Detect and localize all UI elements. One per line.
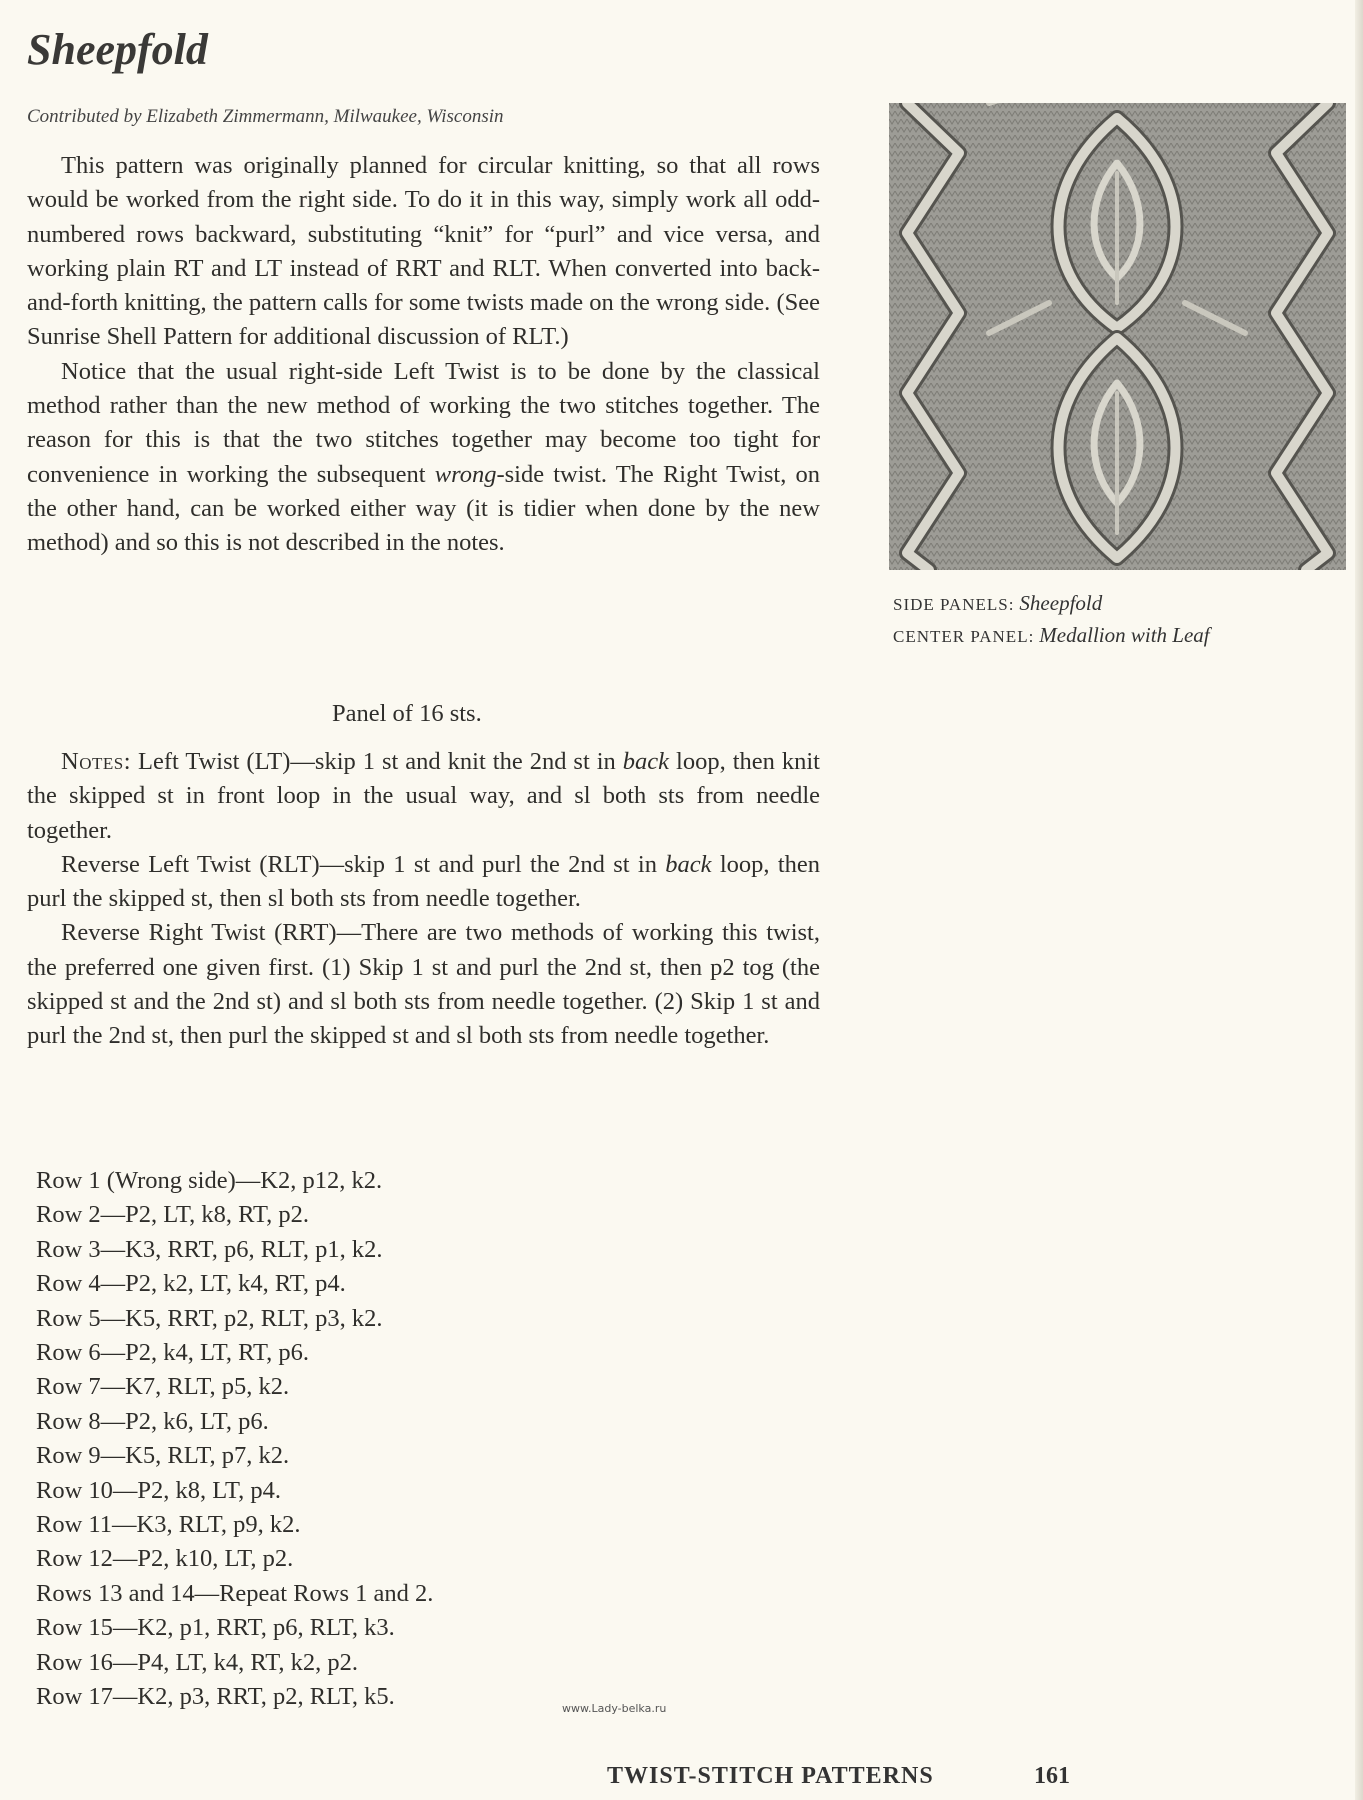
knitting-swatch-photo <box>889 103 1346 570</box>
notes-section <box>27 745 820 1054</box>
row-instruction: Row 9—K5, RLT, p7, k2. <box>36 1442 290 1470</box>
row-instruction: Row 5—K5, RRT, p2, RLT, p3, k2. <box>36 1304 383 1332</box>
intro-text <box>27 149 820 561</box>
intro-p2-text-a: Notice that the usual right-side Left Twist is to be done by the classical method rather than the new method of working the two stitches together. The reason for this is that the two stitches together may become too tight for convenience in working the subsequent <box>27 357 820 488</box>
notes-rrt: Reverse Right Twist (RRT)—There are two methods of working this twist, the preferred one given first. (1) Skip 1 st and purl the 2nd st, then p2 tog (the skipped st and the 2nd st) and sl both sts from needle together. (2) Skip 1 st and purl the 2nd st, then purl the skipped st and sl both sts from needle together. <box>27 919 820 1050</box>
row-instruction: Row 16—P4, LT, k4, RT, k2, p2. <box>36 1648 359 1676</box>
notes-label: Notes: <box>61 748 131 775</box>
notes-lt-text-b: loop, then knit the skipped st in front loop in the usual way, and sl both sts from needle together. <box>27 748 820 844</box>
row-instruction: Row 15—K2, p1, RRT, p6, RLT, k3. <box>36 1614 395 1642</box>
caption-side-panels <box>893 588 1210 620</box>
notes-lt <box>27 745 820 848</box>
row-instruction: Row 4—P2, k2, LT, k4, RT, p4. <box>36 1270 346 1298</box>
panel-size: Panel of 16 sts. <box>332 700 482 727</box>
notes-rlt <box>27 848 820 917</box>
photo-caption <box>893 588 1210 652</box>
row-instructions <box>36 1164 433 1715</box>
row-instruction: Row 1 (Wrong side)—K2, p12, k2. <box>36 1167 383 1194</box>
caption-center-value: Medallion with Leaf <box>1039 623 1210 647</box>
caption-center-label: CENTER PANEL: <box>893 627 1035 646</box>
row-instruction: Row 8—P2, k6, LT, p6. <box>36 1407 269 1435</box>
notes-lt-emphasis: back <box>622 748 670 775</box>
row-instruction: Row 7—K7, RLT, p5, k2. <box>36 1373 290 1401</box>
contributor-line: Contributed by Elizabeth Zimmermann, Milwaukee, Wisconsin <box>27 106 504 127</box>
row-instruction: Row 6—P2, k4, LT, RT, p6. <box>36 1339 310 1367</box>
notes-rlt-text-a: Reverse Left Twist (RLT)—skip 1 st and purl the 2nd st in <box>61 850 666 878</box>
caption-center-panel <box>893 620 1210 652</box>
running-footer-title: TWIST-STITCH PATTERNS <box>607 1763 934 1789</box>
notes-lt-text-a: Left Twist (LT)—skip 1 st and knit the 2nd st in <box>131 748 623 775</box>
row-instruction: Row 3—K3, RRT, p6, RLT, p1, k2. <box>36 1235 383 1263</box>
watermark-url: www.Lady-belka.ru <box>562 1702 667 1715</box>
intro-p2-emphasis: wrong <box>434 460 497 488</box>
row-instruction: Row 11—K3, RLT, p9, k2. <box>36 1511 301 1539</box>
knitting-swatch-image <box>889 103 1346 570</box>
row-instruction: Row 17—K2, p3, RRT, p2, RLT, k5. <box>36 1683 395 1711</box>
page-number: 161 <box>1034 1763 1070 1789</box>
intro-p2-text-b: -side twist. The Right Twist, on the other hand, can be worked either way (it is tidier when done by the new method) and so this is not described in the notes. <box>27 460 821 557</box>
row-instruction: Row 2—P2, LT, k8, RT, p2. <box>36 1201 310 1229</box>
row-instruction: Rows 13 and 14—Repeat Rows 1 and 2. <box>36 1579 434 1607</box>
caption-side-value: Sheepfold <box>1019 591 1103 615</box>
page-edge <box>1355 0 1363 1800</box>
notes-rlt-text-b: loop, then purl the skipped st, then sl both sts from needle together. <box>27 850 820 913</box>
row-instruction: Row 10—P2, k8, LT, p4. <box>36 1476 282 1504</box>
page-title: Sheepfold <box>27 25 208 74</box>
row-instruction: Row 12—P2, k10, LT, p2. <box>36 1545 294 1573</box>
notes-rlt-emphasis: back <box>665 850 712 878</box>
intro-paragraph-1: This pattern was originally planned for circular knitting, so that all rows would be worked from the right side. To do it in this way, simply work all odd-numbered rows backward, substituting “knit” for “purl” and vice versa, and working plain RT and LT instead of RRT and RLT. When converted into back-and-forth knitting, the pattern calls for some twists made on the wrong side. (See Sunrise Shell Pattern for additional discussion of RLT.) <box>27 152 820 351</box>
intro-paragraph-2 <box>27 355 820 561</box>
caption-side-label: SIDE PANELS: <box>893 595 1015 614</box>
